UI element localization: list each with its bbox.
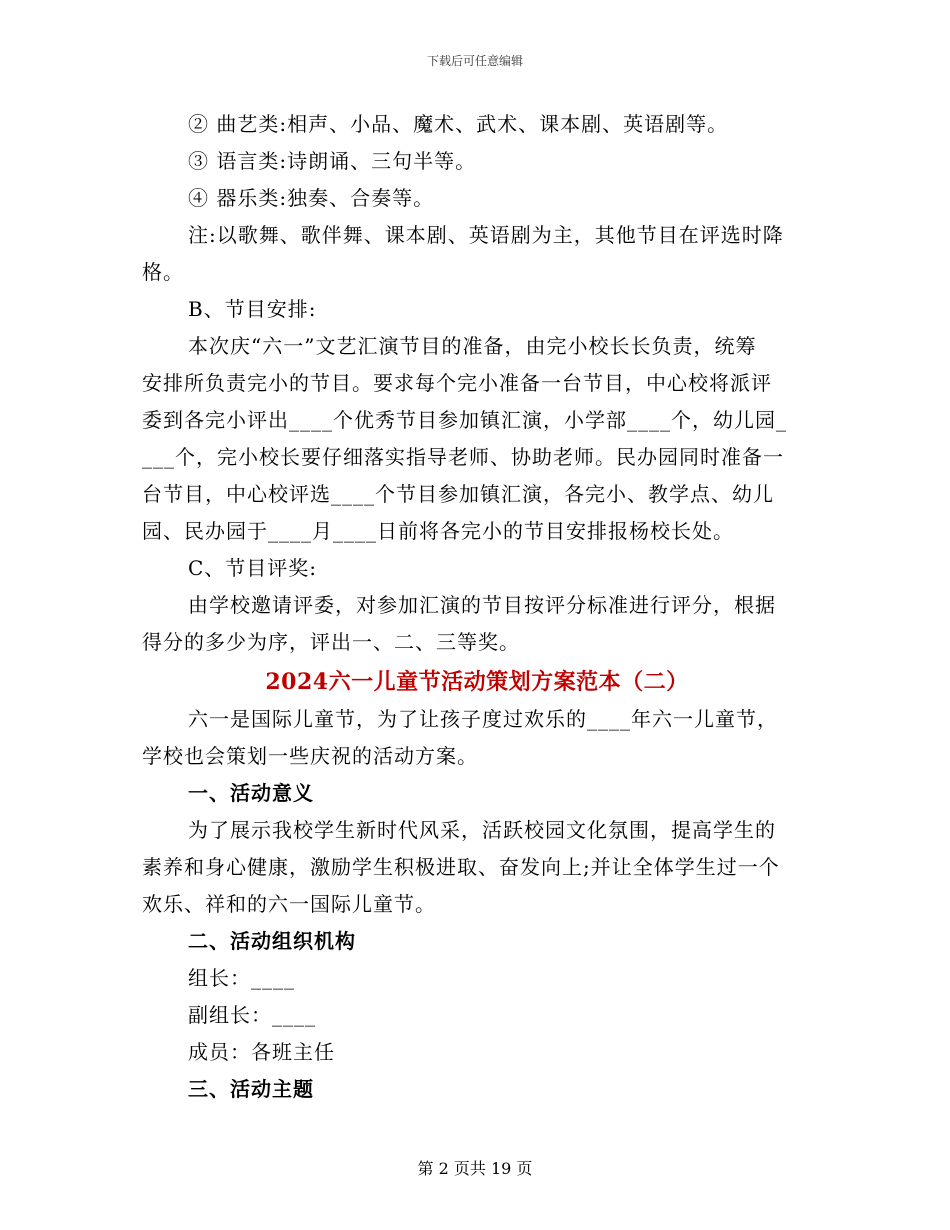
subheading-program-awards: C、节目评奖: [188, 556, 318, 580]
awards-line-1: 由学校邀请评委，对参加汇演的节目按评分标准进行评分，根据 [188, 593, 776, 617]
intro-line-1: 六一是国际儿童节，为了让孩子度过欢乐的____年六一儿童节， [188, 707, 778, 731]
heading-organization: 二、活动组织机构 [188, 929, 356, 953]
meaning-line-2: 素养和身心健康，激励学生积极进取、奋发向上;并让全体学生过一个 [142, 855, 780, 879]
intro-line-2: 学校也会策划一些庆祝的活动方案。 [142, 744, 478, 768]
note-line-1: 注:以歌舞、歌伴舞、课本剧、英语剧为主，其他节目在评选时降 [188, 223, 784, 247]
org-deputy-leader: 副组长：____ [188, 1003, 316, 1027]
category-instrument: ④ 器乐类:独奏、合奏等。 [188, 186, 435, 210]
meaning-line-1: 为了展示我校学生新时代风采，活跃校园文化氛围，提高学生的 [188, 818, 776, 842]
arrangement-line-4: ___个，完小校长要仔细落实指导老师、协助老师。民办园同时准备一 [142, 445, 784, 469]
heading-activity-meaning: 一、活动意义 [188, 781, 314, 805]
arrangement-line-6: 园、民办园于____月____日前将各完小的节目安排报杨校长处。 [142, 519, 734, 543]
category-language: ③ 语言类:诗朗诵、三句半等。 [188, 149, 477, 173]
page-header: 下载后可任意编辑 [426, 54, 523, 68]
meaning-line-3: 欢乐、祥和的六一国际儿童节。 [142, 892, 436, 916]
subheading-program-arrangement: B、节目安排: [188, 297, 317, 321]
section-title: 2024六一儿童节活动策划方案范本（二） [265, 669, 689, 695]
arrangement-line-5: 台节目，中心校评选____个节目参加镇汇演，各完小、教学点、幼儿 [142, 482, 774, 506]
heading-activity-theme: 三、活动主题 [188, 1077, 314, 1101]
org-members: 成员：各班主任 [188, 1040, 335, 1064]
arrangement-line-2: 安排所负责完小的节目。要求每个完小准备一台节目，中心校将派评 [142, 371, 772, 395]
page-footer: 第 2 页共 19 页 [417, 1159, 533, 1178]
arrangement-line-3: 委到各完小评出____个优秀节目参加镇汇演，小学部____个，幼儿园_ [142, 408, 787, 432]
arrangement-line-1: 本次庆“六一”文艺汇演节目的准备，由完小校长长负责，统筹 [188, 334, 757, 358]
org-leader: 组长：____ [188, 966, 295, 990]
awards-line-2: 得分的多少为序，评出一、二、三等奖。 [142, 630, 520, 654]
document-body [142, 106, 812, 1108]
note-line-2: 格。 [142, 260, 184, 284]
category-quyi: ② 曲艺类:相声、小品、魔术、武术、课本剧、英语剧等。 [188, 112, 729, 136]
